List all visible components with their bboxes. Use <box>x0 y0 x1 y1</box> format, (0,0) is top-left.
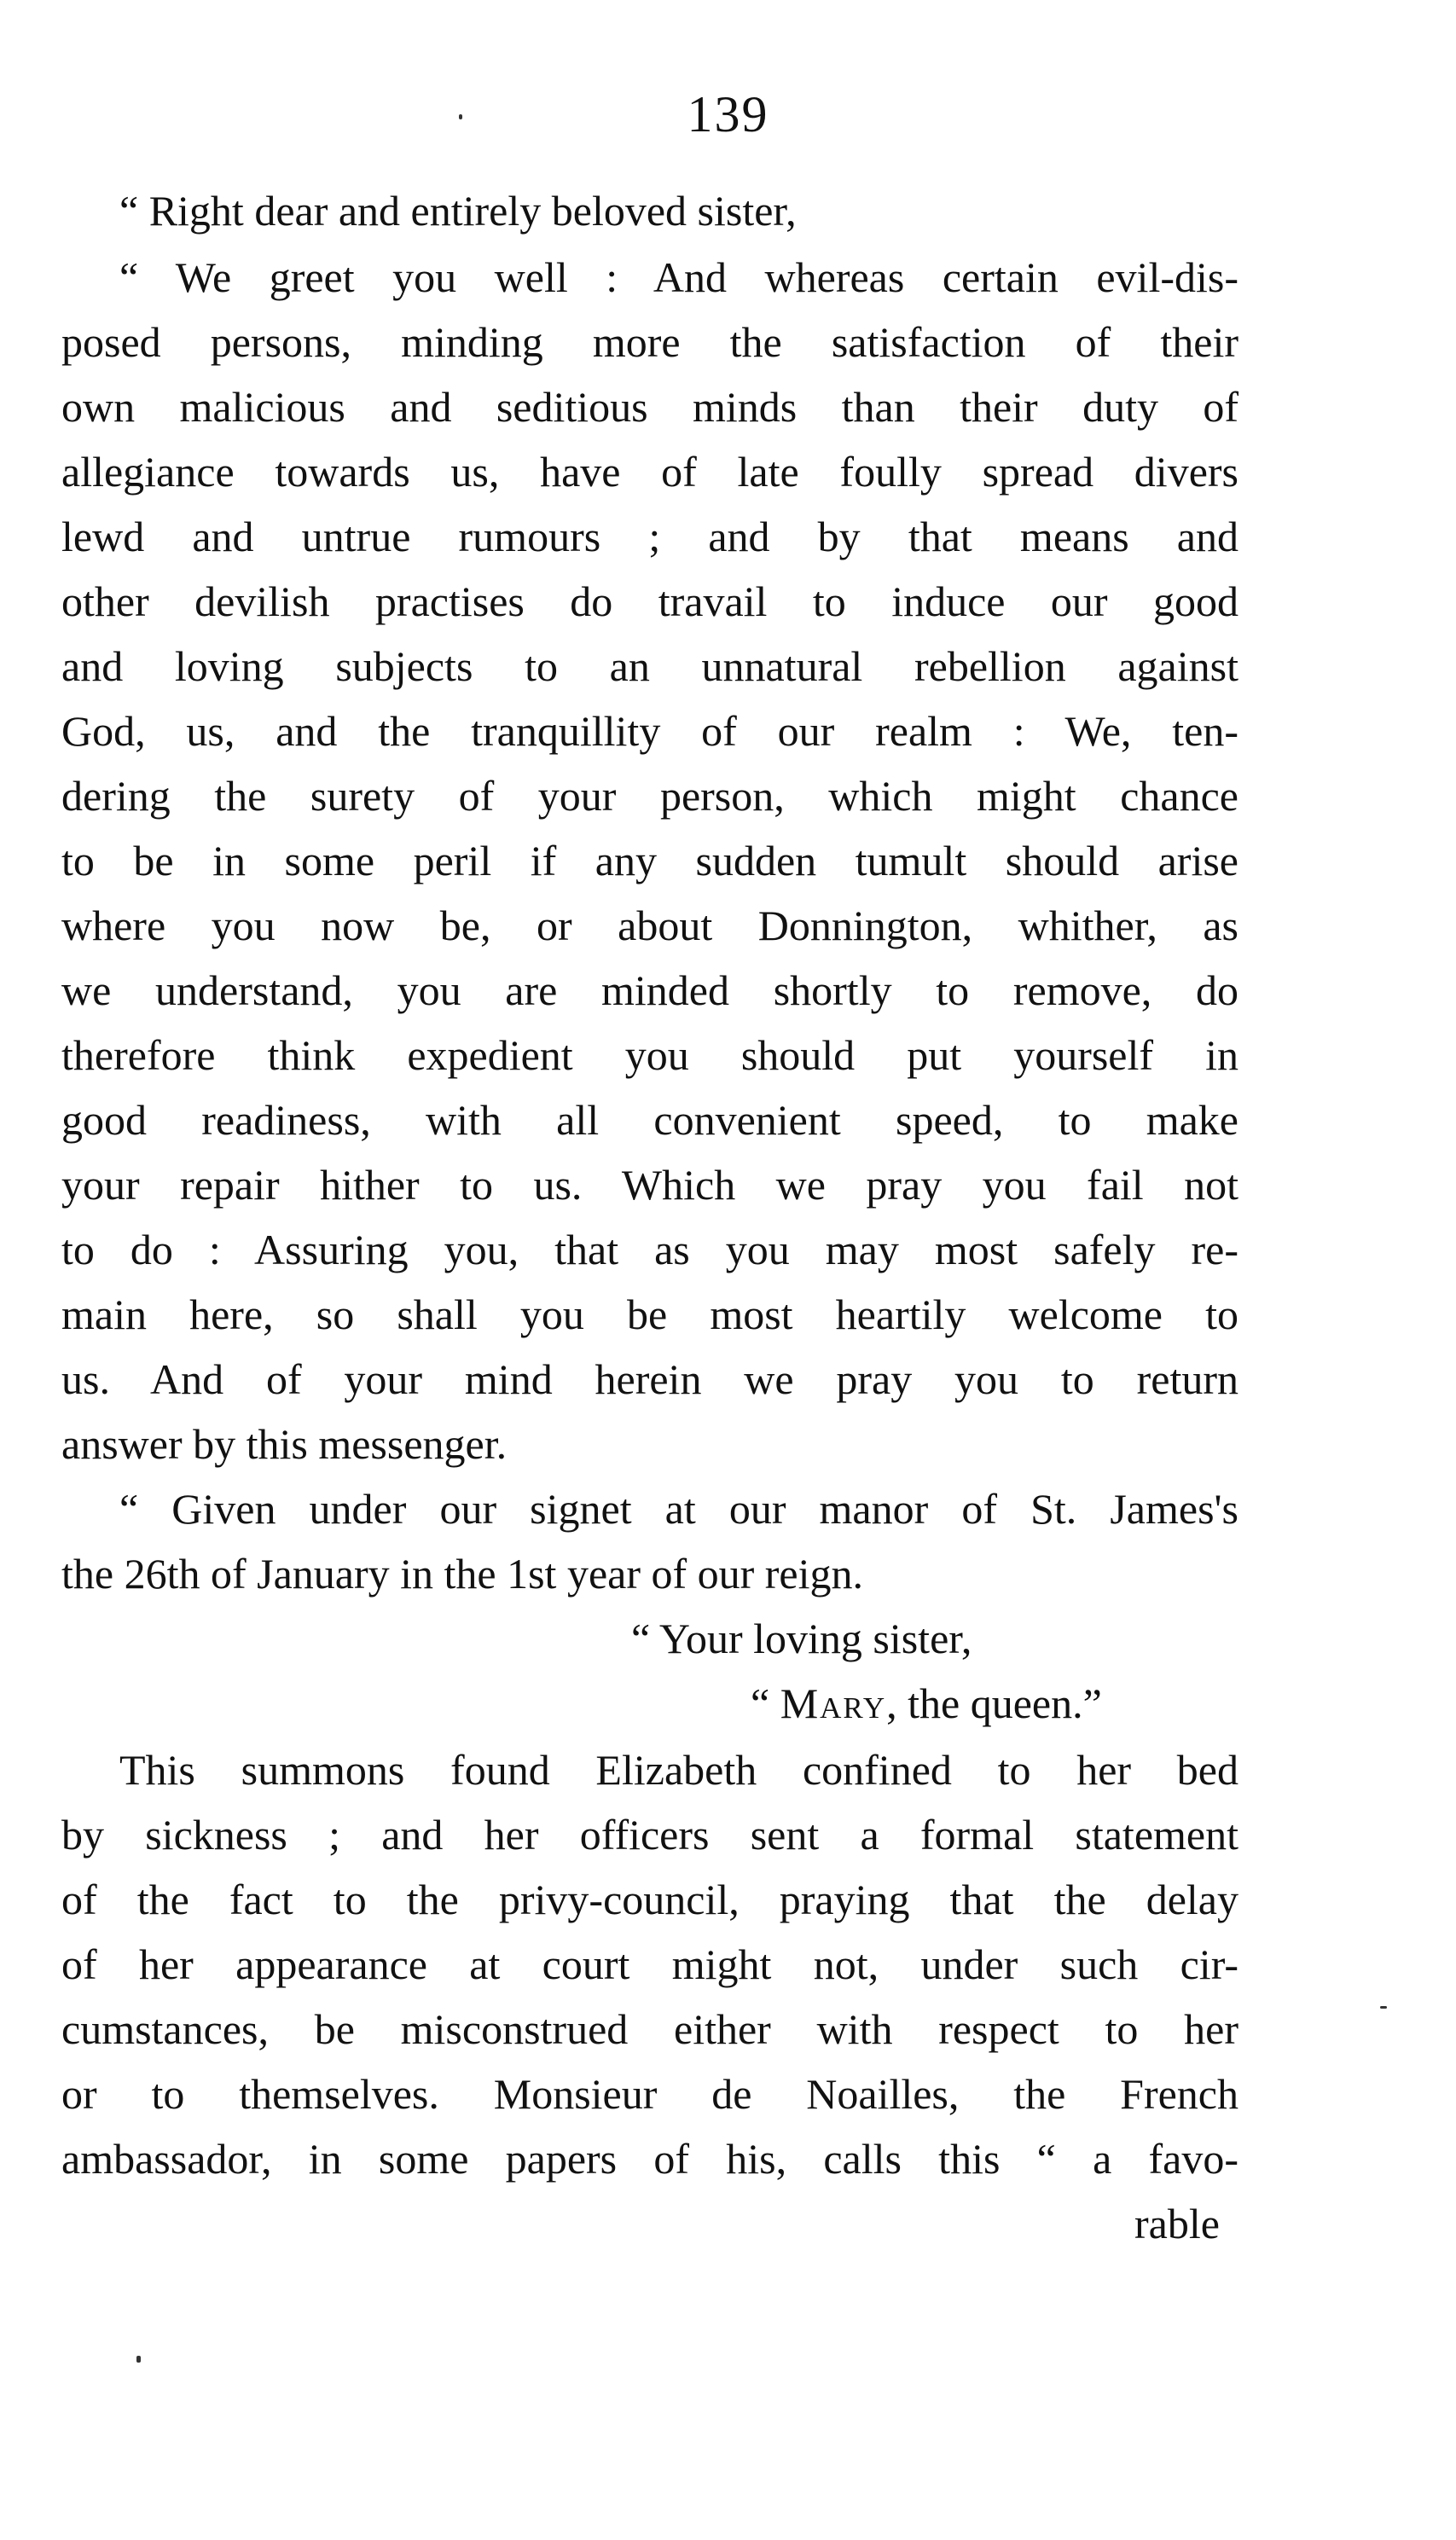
letter-line: to do : Assuring you, that as you may most safely re- <box>61 1226 1238 1273</box>
letter-line: where you now be, or about Donnington, whither, as <box>61 902 1238 949</box>
signature-name-line <box>751 1673 1102 1733</box>
narrative-line: cumstances, be misconstrued either with respect to her <box>61 2005 1238 2053</box>
letter-line: dering the surety of your person, which might chance <box>61 772 1238 820</box>
narrative-line: This summons found Elizabeth confined to her bed <box>119 1746 1238 1794</box>
letter-line: answer by this messenger. <box>61 1420 508 1468</box>
letter-line: own malicious and seditious minds than their duty of <box>61 383 1238 431</box>
letter-line: God, us, and the tranquillity of our realm : We, ten- <box>61 707 1238 755</box>
letter-line: allegiance towards us, have of late foully spread divers <box>61 448 1238 496</box>
letter-line: us. And of your mind herein we pray you to return <box>61 1355 1238 1403</box>
dateline: “ Given under our signet at our manor of St. James's <box>119 1485 1238 1533</box>
speck-mark <box>136 2356 141 2363</box>
narrative-line: of the fact to the privy-council, praying that the delay <box>61 1876 1238 1923</box>
speck-mark <box>459 114 462 119</box>
catchword: rable <box>1134 2200 1220 2247</box>
letter-line: main here, so shall you be most heartily welcome to <box>61 1290 1238 1338</box>
letter-salutation: “ Right dear and entirely beloved sister, <box>119 187 797 235</box>
letter-line: good readiness, with all convenient speed, to make <box>61 1096 1238 1144</box>
narrative-line: or to themselves. Monsieur de Noailles, the French <box>61 2070 1238 2118</box>
letter-line: therefore think expedient you should put yourself in <box>61 1031 1238 1079</box>
signature-name: Mary <box>780 1679 887 1727</box>
letter-line: other devilish practises do travail to induce our good <box>61 577 1238 625</box>
signature-closing: “ Your loving sister, <box>631 1615 972 1662</box>
dateline: the 26th of January in the 1st year of our reign. <box>61 1550 864 1598</box>
open-quote: “ <box>751 1679 770 1727</box>
letter-line: and loving subjects to an unnatural rebellion against <box>61 642 1238 690</box>
letter-line: your repair hither to us. Which we pray you fail not <box>61 1161 1238 1209</box>
narrative-line: of her appearance at court might not, under such cir- <box>61 1940 1238 1988</box>
letter-line: lewd and untrue rumours ; and by that means and <box>61 513 1238 560</box>
letter-line: we understand, you are minded shortly to remove, do <box>61 966 1238 1014</box>
letter-line: posed persons, minding more the satisfaction of their <box>61 318 1238 366</box>
narrative-line: ambassador, in some papers of his, calls this “ a favo- <box>61 2135 1238 2183</box>
speck-mark <box>1380 2006 1387 2009</box>
letter-line: “ We greet you well : And whereas certain evil-dis- <box>119 253 1238 301</box>
narrative-line: by sickness ; and her officers sent a formal statement <box>61 1811 1238 1859</box>
letter-line: to be in some peril if any sudden tumult should arise <box>61 837 1238 884</box>
signature-title: , the queen.” <box>886 1679 1102 1727</box>
page-number: 139 <box>687 86 769 142</box>
